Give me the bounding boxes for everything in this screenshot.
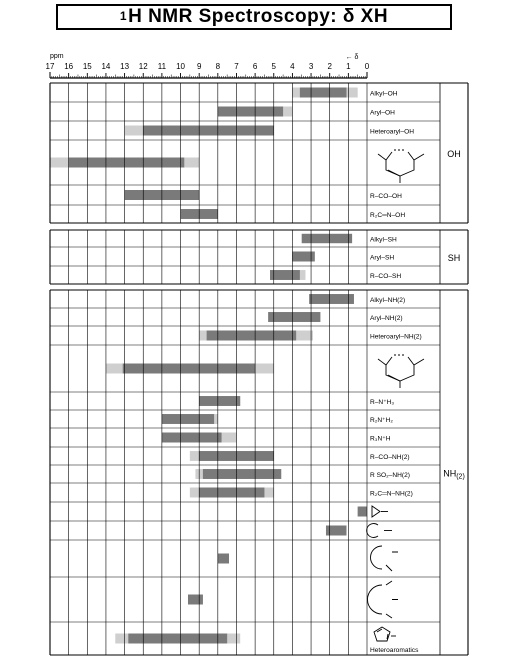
range-bar-dark — [162, 414, 214, 424]
axis-tick-label: 17 — [45, 62, 55, 71]
row-label: R₂C═N–OH — [370, 212, 406, 219]
row-label: Alkyl–NH(2) — [370, 297, 406, 304]
axis-tick-label: 1 — [346, 62, 351, 71]
axis-tick-label: 8 — [215, 62, 221, 71]
range-bar-dark — [199, 488, 264, 498]
range-bar-dark — [203, 469, 281, 479]
axis-tick-label: 3 — [308, 62, 314, 71]
range-bar-dark — [326, 526, 347, 536]
group-label: $NH_{(2)}$ — [443, 468, 465, 481]
axis-unit-label: ppm — [50, 53, 64, 60]
range-bar-dark — [207, 331, 297, 341]
row-label: R–N⁺H₃ — [370, 399, 395, 406]
structure-cyclic-amide — [371, 546, 399, 571]
range-bar-dark — [302, 234, 352, 243]
row-label: R SO₂–NH(2) — [370, 472, 410, 479]
row-label: Heteroaryl–NH(2) — [370, 333, 422, 341]
axis-tick-label: 2 — [327, 62, 332, 71]
range-bar-dark — [309, 294, 354, 304]
title-text: H NMR Spectroscopy: δ XH — [128, 6, 389, 27]
group-nh2 — [50, 290, 468, 655]
group-label: SH — [447, 253, 461, 263]
axis-delta-label: ← δ — [345, 54, 359, 61]
axis-tick-label: 7 — [234, 62, 239, 71]
structure-cyclic-amine — [367, 524, 392, 538]
range-bar-dark — [143, 126, 274, 136]
axis-tick-label: 14 — [101, 62, 111, 71]
axis-tick-label: 13 — [120, 62, 130, 71]
group-sh — [50, 230, 468, 284]
structure-cyclic-imide — [368, 581, 399, 618]
title-superscript: 1 — [119, 9, 128, 23]
row-label: R–CO–SH — [370, 273, 402, 280]
range-bar-dark — [69, 158, 185, 168]
axis-tick-label: 5 — [271, 62, 276, 71]
row-label: R–CO–NH(2) — [370, 454, 410, 461]
structure-pyrrole — [374, 627, 396, 641]
row-label: Alkyl–OH — [370, 90, 398, 98]
axis-tick-label: 9 — [196, 62, 202, 71]
structure-enol-hydrogen-bond — [378, 150, 424, 183]
axis-tick-label: 15 — [82, 62, 92, 71]
axis-tick-label: 12 — [138, 62, 148, 71]
row-label: R–CO–OH — [370, 193, 402, 200]
row-label: R₂N⁺H₂ — [370, 417, 393, 424]
range-bar-dark — [199, 396, 240, 406]
range-bar-dark — [218, 554, 229, 564]
range-bar-dark — [268, 312, 320, 322]
range-bar-dark — [123, 364, 255, 374]
row-label: Aryl–NH(2) — [370, 315, 403, 322]
axis-tick-label: 4 — [290, 62, 295, 71]
structure-aziridine — [372, 506, 388, 517]
axis-tick-label: 16 — [64, 62, 74, 71]
group-oh — [50, 83, 468, 223]
axis-tick-label: 11 — [157, 62, 167, 71]
structure-enamine-hydrogen-bond — [378, 355, 424, 388]
row-label: Alkyl–SH — [370, 236, 397, 244]
row-label: R₃N⁺H — [370, 435, 391, 443]
range-bar-dark — [188, 595, 203, 605]
row-label: R₂C═N–NH(2) — [370, 490, 413, 498]
row-label: Heteroaromatics — [370, 647, 419, 654]
range-bar-dark — [162, 433, 222, 443]
group-label: OH — [447, 149, 461, 159]
range-bar-dark — [300, 88, 347, 98]
axis-tick-label: 6 — [252, 62, 258, 71]
row-label: Heteroaryl–OH — [370, 128, 414, 136]
group-label-sub: (2) — [456, 473, 465, 481]
axis-tick-label: 10 — [176, 62, 185, 71]
range-bar-dark — [292, 252, 314, 262]
axis-tick-label: 0 — [364, 62, 370, 71]
row-label: Aryl–OH — [370, 109, 395, 117]
row-label: Aryl–SH — [370, 254, 395, 262]
range-bar-dark — [270, 270, 300, 280]
range-bar-dark — [358, 507, 367, 517]
range-bar-dark — [218, 107, 283, 117]
